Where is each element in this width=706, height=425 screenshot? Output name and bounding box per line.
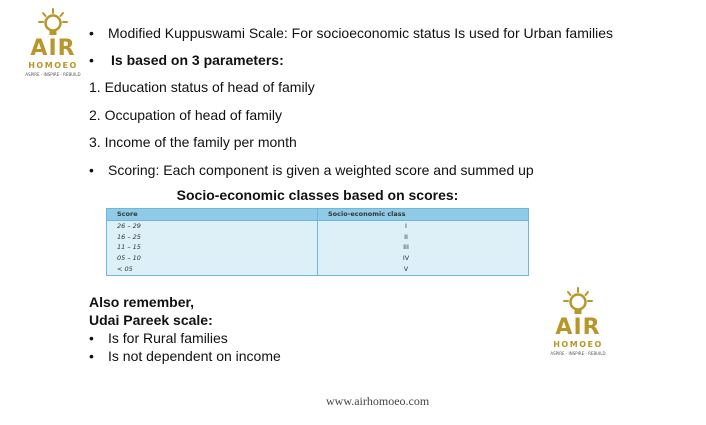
score-cell: < 05 [107, 264, 318, 275]
logo-bottom [538, 287, 618, 356]
bullet-marker: • [89, 162, 94, 178]
score-cell: 05 – 10 [107, 253, 318, 264]
header-class: Socio-economic class [318, 209, 529, 221]
logo-name: HOMOEO [28, 61, 78, 70]
parameter-item: 3. Income of the family per month [89, 134, 297, 150]
class-cell: V [403, 265, 409, 274]
lightbulb-icon [37, 8, 69, 38]
table-row [107, 264, 529, 275]
table-row [107, 253, 529, 264]
modified-kuppuswami-text: Modified Kuppuswami Scale: For socioeconomic status Is used for Urban families [108, 25, 613, 41]
lightbulb-icon [562, 287, 594, 317]
class-cell: II [404, 232, 408, 241]
table-row [107, 232, 529, 243]
scoring-text: Scoring: Each component is given a weighted score and summed up [108, 162, 534, 178]
also-remember-heading: Also remember, [89, 294, 195, 310]
udai-item-text: Is not dependent on income [108, 348, 281, 364]
class-cell: I [405, 221, 407, 230]
class-cell: III [403, 243, 409, 252]
logo-top [13, 8, 93, 77]
logo-brand: AIR [555, 315, 601, 340]
logo-name: HOMOEO [553, 340, 603, 349]
footer-url[interactable]: www.airhomoeo.com [326, 394, 430, 408]
logo-brand: AIR [30, 36, 76, 61]
score-cell: 11 – 15 [107, 243, 318, 254]
bullet-marker: • [89, 330, 94, 346]
socioeconomic-table [106, 208, 529, 276]
table-title: Socio-economic classes based on scores: [176, 187, 459, 203]
parameter-item: 1. Education status of head of family [89, 79, 315, 95]
parameter-item: 2. Occupation of head of family [89, 107, 282, 123]
score-cell: 26 – 29 [107, 220, 318, 231]
table-row [107, 243, 529, 254]
udai-pareek-heading: Udai Pareek scale: [89, 312, 213, 328]
logo-tagline: ASPIRE - INSPIRE - REBUILD [25, 72, 81, 77]
bullet-marker: • [89, 348, 94, 364]
table-header-row [107, 209, 529, 221]
logo-tagline: ASPIRE - INSPIRE - REBUILD [550, 351, 606, 356]
class-cell: IV [402, 254, 410, 263]
table-row [107, 220, 529, 231]
header-score: Score [107, 209, 318, 221]
bullet-marker: • [89, 52, 94, 68]
udai-item-text: Is for Rural families [108, 330, 228, 346]
score-cell: 16 – 25 [107, 232, 318, 243]
bullet-marker: • [89, 25, 94, 41]
parameters-heading: Is based on 3 parameters: [111, 52, 284, 68]
